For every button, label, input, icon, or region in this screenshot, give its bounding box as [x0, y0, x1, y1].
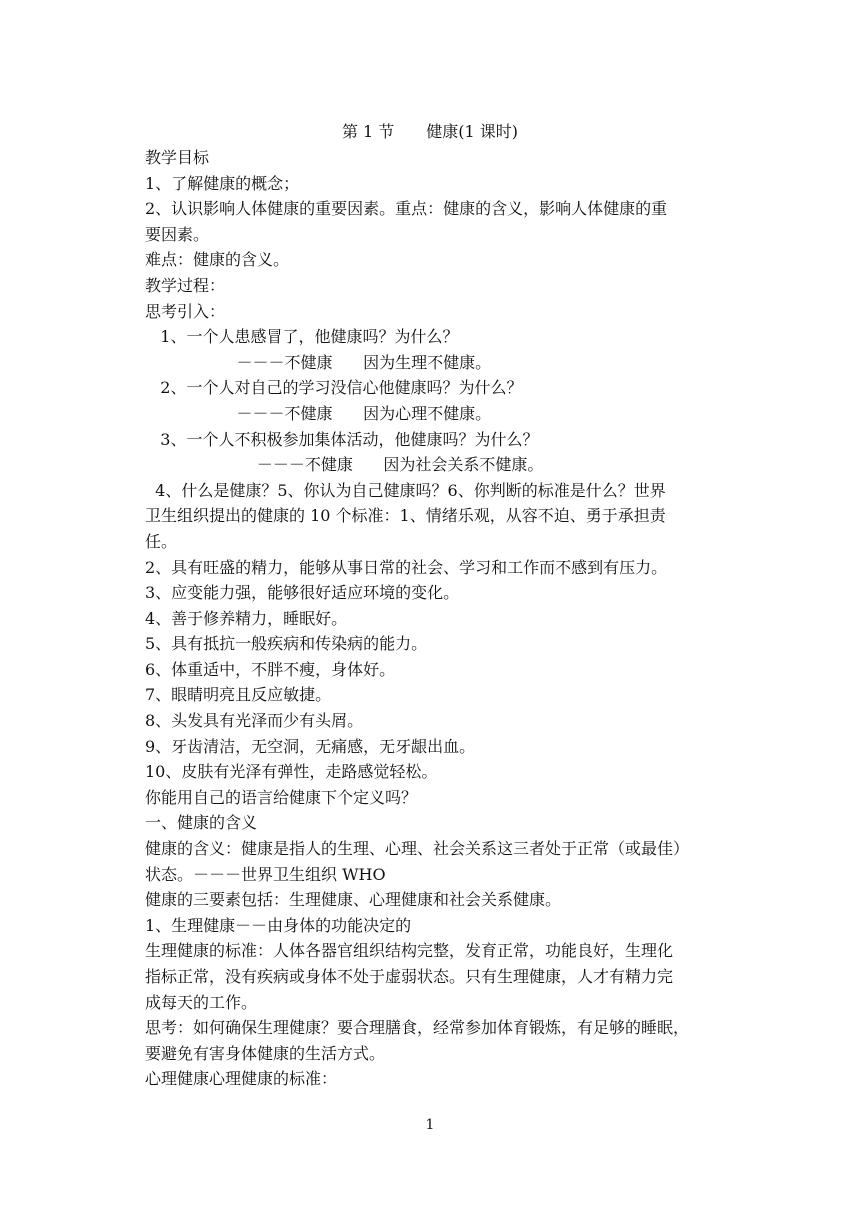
- text-line: 4、什么是健康？5、你认为自己健康吗？6、你判断的标准是什么？世界: [145, 480, 666, 500]
- document-body: [145, 145, 720, 1092]
- text-line: 1、一个人患感冒了，他健康吗？为什么？: [145, 327, 459, 347]
- text-line: 3、一个人不积极参加集体活动，他健康吗？为什么？: [145, 429, 539, 449]
- text-line: －－－不健康 因为心理不健康。: [145, 403, 492, 423]
- text-line: 生理健康的标准：人体各器官组织结构完整，发育正常，功能良好，生理化: [145, 941, 674, 961]
- text-line: 健康的含义：健康是指人的生理、心理、社会关系这三者处于正常（或最佳）: [145, 839, 690, 859]
- page-number: 1: [425, 1117, 435, 1133]
- section-title: 第 1 节 健康(1 课时): [341, 122, 519, 141]
- text-line: 5、具有抵抗一般疾病和传染病的能力。: [145, 634, 428, 654]
- text-line: 要避免有害身体健康的生活方式。: [145, 1043, 386, 1063]
- text-line: 状态。－－－世界卫生组织 WHO: [145, 864, 386, 884]
- text-line: 1、生理健康－－由身体的功能决定的: [145, 915, 412, 935]
- text-line: －－－不健康 因为社会关系不健康。: [145, 455, 544, 475]
- text-line: 健康的三要素包括：生理健康、心理健康和社会关系健康。: [145, 890, 562, 910]
- text-line: 指标正常，没有疾病或身体不处于虚弱状态。只有生理健康，人才有精力完: [145, 967, 674, 986]
- text-line: 成每天的工作。: [145, 992, 258, 1012]
- text-line: 2、具有旺盛的精力，能够从事日常的社会、学习和工作而不感到有压力。: [145, 557, 668, 577]
- text-line: 要因素。: [145, 224, 210, 244]
- text-line: 卫生组织提出的健康的 10 个标准：1、情绪乐观，从容不迫、勇于承担责: [145, 506, 666, 526]
- text-line: 心理健康心理健康的标准：: [145, 1069, 338, 1089]
- text-line: 8、头发具有光泽而少有头屑。: [145, 711, 364, 731]
- text-line: 6、体重适中，不胖不瘦，身体好。: [145, 659, 396, 679]
- text-line: 一、健康的含义: [145, 813, 258, 833]
- text-line: －－－不健康 因为生理不健康。: [145, 352, 492, 372]
- text-line: 9、牙齿清洁，无空洞，无痛感，无牙龈出血。: [145, 736, 476, 756]
- text-line: 2、一个人对自己的学习没信心他健康吗？为什么？: [145, 378, 523, 398]
- text-line: 3、应变能力强，能够很好适应环境的变化。: [145, 583, 460, 603]
- text-line: 教学目标: [145, 148, 210, 167]
- text-line: 你能用自己的语言给健康下个定义吗？: [145, 787, 418, 807]
- text-line: 思考：如何确保生理健康？要合理膳食，经常参加体育锻炼，有足够的睡眠，: [145, 1018, 690, 1038]
- text-line: 7、眼睛明亮且反应敏捷。: [145, 685, 332, 705]
- text-line: 难点：健康的含义。: [145, 250, 290, 270]
- text-line: 任。: [145, 531, 178, 551]
- text-line: 1、了解健康的概念；: [145, 173, 300, 193]
- text-line: 4、善于修养精力，睡眠好。: [145, 608, 348, 628]
- text-line: 10、皮肤有光泽有弹性，走路感觉轻松。: [145, 762, 438, 782]
- text-line: 思考引入：: [145, 301, 226, 321]
- text-line: 2、认识影响人体健康的重要因素。重点：健康的含义，影响人体健康的重: [145, 199, 668, 219]
- text-line: 教学过程：: [145, 275, 226, 295]
